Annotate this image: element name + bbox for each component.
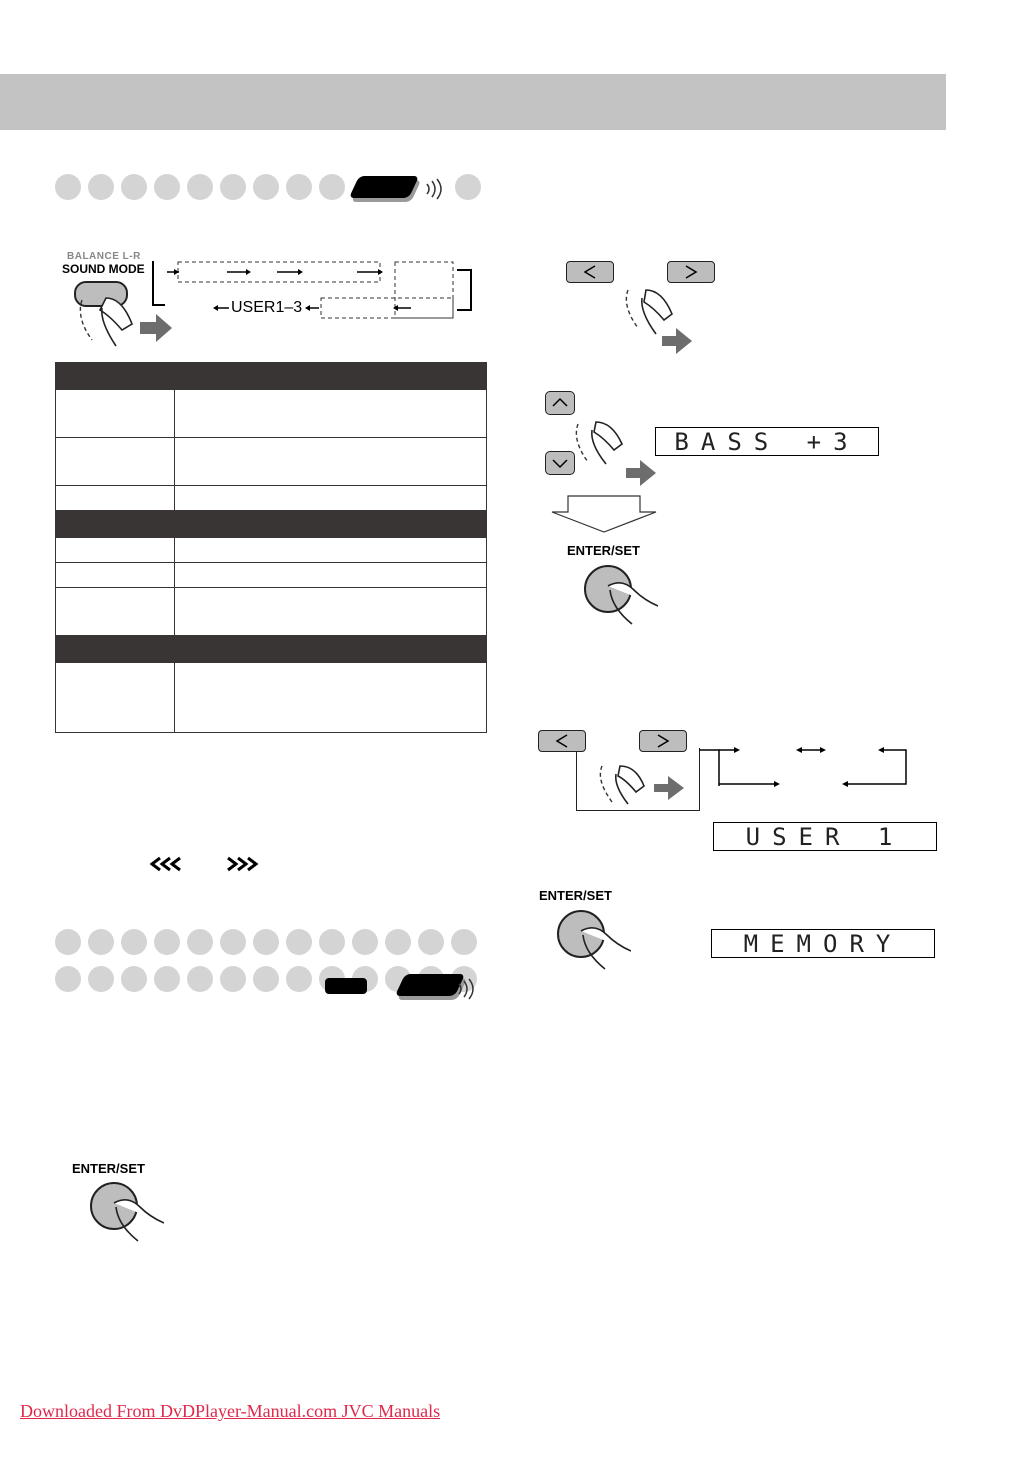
chevron-up-icon (546, 392, 574, 414)
right-button[interactable] (667, 261, 715, 283)
arrow-down-icon (550, 494, 658, 534)
triple-chevron-left-icon (150, 856, 186, 872)
unit-button-icon (325, 978, 367, 994)
indicator-dot (286, 174, 312, 200)
user-cycle-diagram (698, 740, 912, 790)
indicator-dot (88, 174, 114, 200)
indicator-dot (55, 174, 81, 200)
indicator-dot (121, 966, 147, 992)
indicator-dot (385, 929, 411, 955)
indicator-dot (253, 966, 279, 992)
chevron-left-icon (539, 731, 585, 751)
indicator-dot (88, 966, 114, 992)
indicator-dot (154, 174, 180, 200)
table-section-header (56, 511, 487, 538)
indicator-dot (253, 929, 279, 955)
signal-waves-icon (424, 178, 448, 200)
indicator-dot (187, 929, 213, 955)
indicator-dot (319, 929, 345, 955)
balance-label: BALANCE L-R (67, 251, 141, 262)
indicator-dot (121, 929, 147, 955)
table-row (56, 663, 487, 733)
remote-button-icon (395, 974, 465, 996)
indicator-dot (88, 929, 114, 955)
indicator-dot (55, 929, 81, 955)
indicator-dot (55, 966, 81, 992)
table-row (56, 563, 487, 588)
indicator-dot (455, 174, 481, 200)
table-row (56, 486, 487, 511)
indicator-dots-row-1 (55, 174, 345, 200)
chevron-right-icon (640, 731, 686, 751)
up-button[interactable] (545, 391, 575, 415)
indicator-dot (220, 929, 246, 955)
table-row (56, 390, 487, 438)
indicator-dot (286, 929, 312, 955)
finger-press-icon (568, 418, 664, 488)
finger-press-icon (602, 578, 658, 628)
finger-press-icon (575, 923, 631, 973)
chevron-left-icon (567, 262, 613, 282)
indicator-dots-row-2 (55, 929, 477, 955)
indicator-dot (187, 174, 213, 200)
footer-download-link[interactable]: Downloaded From DvDPlayer-Manual.com JVC Manuals (20, 1401, 441, 1421)
indicator-dot (121, 174, 147, 200)
indicator-dot (220, 966, 246, 992)
table-row (56, 588, 487, 636)
table-section-header (56, 363, 487, 390)
left-button[interactable] (566, 261, 614, 283)
table-section-header (56, 636, 487, 663)
chevron-right-icon (668, 262, 714, 282)
enter-set-label: ENTER/SET (72, 1161, 145, 1176)
indicator-dot (220, 174, 246, 200)
indicator-dot (451, 929, 477, 955)
finger-press-icon (618, 284, 698, 354)
enter-set-label: ENTER/SET (567, 543, 640, 558)
indicator-dot (418, 929, 444, 955)
finger-press-icon (594, 762, 694, 810)
signal-waves-icon (456, 978, 480, 1000)
header-band (0, 74, 946, 130)
indicator-dot (154, 966, 180, 992)
indicator-dot (253, 174, 279, 200)
indicator-dot (187, 966, 213, 992)
right-button[interactable] (639, 730, 687, 752)
user-cycle-label: USER1–3 (231, 299, 303, 316)
triple-chevron-right-icon (224, 856, 260, 872)
table-row (56, 538, 487, 563)
sound-mode-table (55, 362, 487, 733)
left-button[interactable] (538, 730, 586, 752)
bass-display: BASS +3 (655, 427, 879, 456)
sound-mode-label: SOUND MODE (62, 262, 145, 276)
memory-display: MEMORY (711, 929, 935, 958)
remote-button-icon (349, 176, 419, 198)
indicator-dot (352, 929, 378, 955)
user-display: USER 1 (713, 822, 937, 851)
finger-press-icon (108, 1195, 164, 1245)
indicator-dot (154, 929, 180, 955)
sound-mode-cycle-diagram (145, 258, 480, 322)
table-row (56, 438, 487, 486)
indicator-dot (319, 174, 345, 200)
enter-set-label: ENTER/SET (539, 888, 612, 903)
indicator-dot (286, 966, 312, 992)
